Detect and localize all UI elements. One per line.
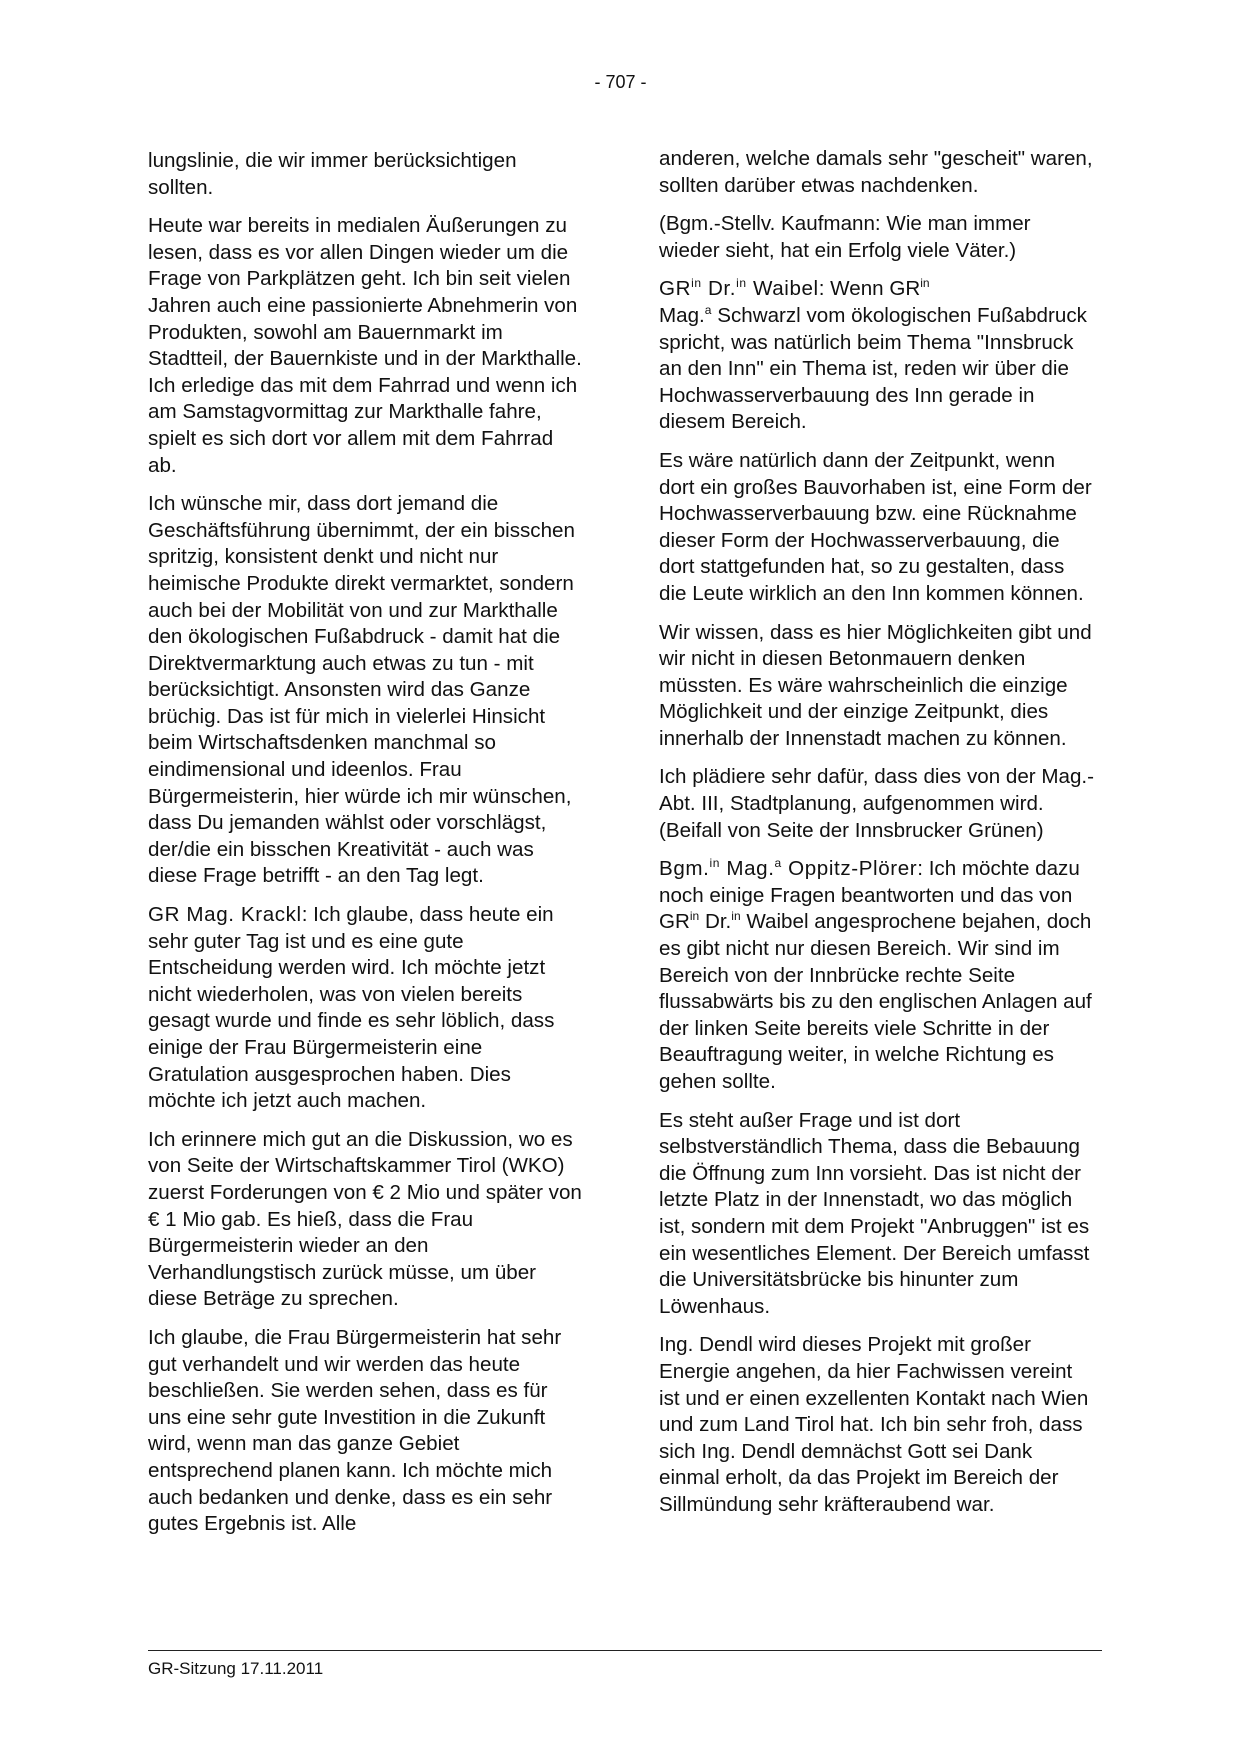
speech-text: : Ich möchte dazu noch einige Fragen beantworten und das von GR	[659, 857, 1080, 934]
speech-text: Waibel angesprochene bejahen, doch es gibt nicht nur diesen Bereich. Wir sind im Bereich von der Innbrücke rechte Seite flussabwärts bis zu den englischen Anlagen auf der linken Seite bereits viele Schritte in der Beauftragung weiter, in welche Richtung es gehen sollte.	[659, 910, 1092, 1093]
surname: Waibel	[746, 277, 819, 301]
speaker-name	[659, 277, 819, 300]
superscript: in	[691, 276, 702, 291]
page-number: - 707 -	[594, 72, 647, 92]
speech-waibel	[659, 276, 1094, 436]
paragraph: Es wäre natürlich dann der Zeitpunkt, wenn dort ein großes Bauvorhaben ist, eine Form der Hochwasserverbauung bzw. eine Rücknahme dieser Form der Hochwasserverbauung, die dort stattgefunden hat, so zu gestalten, dass die Leute wirklich an den Inn kommen können.	[659, 448, 1092, 605]
paragraph: Es steht außer Frage und ist dort selbstverständlich Thema, dass die Bebauung die Öffnung zum Inn vorsieht. Das ist nicht der letzte Platz in der Innenstadt, wo das möglich ist, sondern mit dem Projekt "Anbruggen" ist es ein wesentliches Element. Der Bereich umfasst die Universitätsbrücke bis hinunter zum Löwenhaus.	[659, 1108, 1090, 1318]
title-dr: Dr.	[699, 910, 732, 934]
superscript: in	[920, 276, 930, 291]
superscript: in	[689, 909, 700, 924]
paragraph: Ing. Dendl wird dieses Projekt mit großer Energie angehen, da hier Fachwissen vereint ist und er einen exzellenten Kontakt nach Wien und zum Land Tirol hat. Ich bin sehr froh, dass sich Ing. Dendl demnächst Gott sei Dank einmal erholt, da das Projekt im Bereich der Sillmündung sehr kräfteraubend war.	[659, 1333, 1089, 1516]
interjection: (Bgm.-Stellv. Kaufmann: Wie man immer wieder sieht, hat ein Erfolg viele Väter.)	[659, 212, 1031, 262]
paragraph: anderen, welche damals sehr "gescheit" waren, sollten darüber etwas nachdenken.	[659, 147, 1093, 197]
paragraph: lungslinie, die wir immer berücksichtigen sollten.	[148, 149, 517, 199]
paragraph: Ich erinnere mich gut an die Diskussion, wo es von Seite der Wirtschaftskammer Tirol (WKO) zuerst Forderungen von € 2 Mio und später von € 1 Mio gab. Es hieß, dass die Frau Bürgermeisterin wieder an den Verhandlungstisch zurück müsse, um über diese Beträge zu sprechen.	[148, 1127, 582, 1311]
superscript: in	[731, 909, 741, 924]
speech-text: : Wenn GR	[818, 277, 921, 301]
paragraph: Ich plädiere sehr dafür, dass dies von der Mag.-Abt. III, Stadtplanung, aufgenommen wird. (Beifall von Seite der Innsbrucker Grünen)	[659, 765, 1094, 842]
speech-krackl	[148, 902, 583, 1115]
title-mag: Mag.	[659, 303, 705, 327]
superscript: in	[709, 856, 721, 871]
speech-oppitz	[659, 856, 1094, 1095]
right-column	[659, 146, 1094, 1531]
title-dr: Dr.	[701, 277, 737, 301]
superscript: a	[774, 856, 782, 871]
footer-divider	[148, 1650, 1102, 1651]
speech-text: Schwarzl vom ökologischen Fußabdruck spricht, was natürlich beim Thema "Innsbruck an den Inn" ein Thema ist, reden wir über die Hochwasserverbauung des Inn gerade in diesem Bereich.	[659, 303, 1087, 434]
title-gr: GR	[659, 277, 692, 301]
speaker-name: GR Mag. Krackl	[148, 903, 302, 927]
superscript: in	[736, 276, 747, 291]
surname: Oppitz-Plörer	[781, 857, 918, 881]
paragraph: Heute war bereits in medialen Äußerungen zu lesen, dass es vor allen Dingen wieder um die Frage von Parkplätzen geht. Ich bin seit vielen Jahren auch eine passionierte Abnehmerin von Produkten, sowohl am Bauernmarkt im Stadtteil, der Bauernkiste und in der Markthalle. Ich erledige das mit dem Fahrrad und wenn ich am Samstagvormittag zur Markthalle fahre, spielt es sich dort vor allem mit dem Fahrrad ab.	[148, 214, 582, 477]
paragraph: Ich glaube, die Frau Bürgermeisterin hat sehr gut verhandelt und wir werden das heute beschließen. Sie werden sehen, dass es für uns eine sehr gute Investition in die Zukunft wird, wenn man das ganze Gebiet entsprechend planen kann. Ich möchte mich auch bedanken und denke, dass es ein sehr gutes Ergebnis ist. Alle	[148, 1325, 562, 1536]
title-mag: Mag.	[720, 857, 775, 881]
speech-text: : Ich glaube, dass heute ein sehr guter Tag ist und es eine gute Entscheidung werden wird. Ich möchte jetzt nicht wiederholen, was von vielen bereits gesagt wurde und finde es sehr löblich, dass einige der Frau Bürgermeisterin eine Gratulation ausgesprochen haben. Dies möchte ich jetzt auch machen.	[148, 903, 555, 1113]
speaker-name	[659, 857, 917, 880]
footer-session-date: GR-Sitzung 17.11.2011	[148, 1659, 324, 1678]
superscript: a	[704, 303, 712, 318]
paragraph: Ich wünsche mir, dass dort jemand die Geschäftsführung übernimmt, der ein bisschen spritzig, konsistent denkt und nicht nur heimische Produkte direkt vermarktet, sondern auch bei der Mobilität von und zur Markthalle den ökologischen Fußabdruck - damit hat die Direktvermarktung auch etwas zu tun - mit berücksichtigt. Ansonsten wird das Ganze brüchig. Das ist für mich in vielerlei Hinsicht beim Wirtschaftsdenken manchmal so eindimensional und ideenlos. Frau Bürgermeisterin, hier würde ich mir wünschen, dass Du jemanden wählst oder vorschlägst, der/die ein bisschen Kreativität - auch was diese Frage betrifft - an den Tag legt.	[148, 492, 575, 888]
left-column	[148, 148, 583, 1550]
paragraph: Wir wissen, dass es hier Möglichkeiten gibt und wir nicht in diesen Betonmauern denken müssten. Es wäre wahrscheinlich die einzige Möglichkeit und der einzige Zeitpunkt, dies innerhalb der Innenstadt machen zu können.	[659, 620, 1092, 750]
title-bgm: Bgm.	[659, 857, 710, 881]
